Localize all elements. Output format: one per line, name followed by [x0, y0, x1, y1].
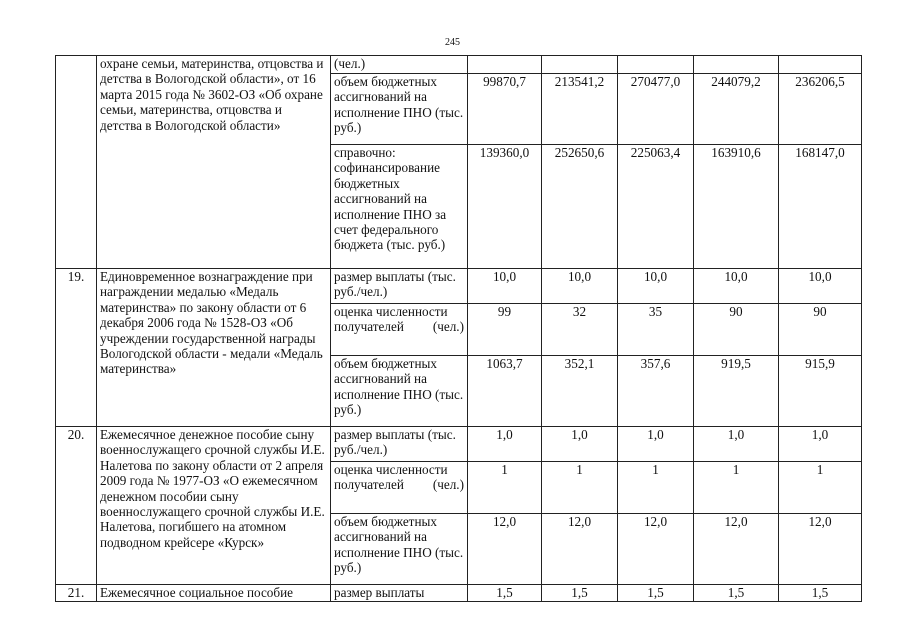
value-cell: 10,0 [694, 269, 779, 304]
value-cell [618, 56, 694, 74]
value-cell: 213541,2 [542, 74, 618, 145]
value-cell: 244079,2 [694, 74, 779, 145]
value-cell: 90 [694, 304, 779, 356]
row-number: 19. [56, 269, 97, 427]
budget-table [55, 55, 862, 602]
indicator-label: справочно: софинансирование бюджетных ассигнований на исполнение ПНО за счет федерального бюджета (тыс. руб.) [331, 145, 468, 269]
value-cell: 1,5 [618, 585, 694, 602]
indicator-label: размер выплаты (тыс. руб./чел.) [331, 269, 468, 304]
value-cell: 1,5 [694, 585, 779, 602]
value-cell: 1,0 [618, 427, 694, 462]
indicator-label: оценка численности получателей (чел.) [331, 462, 468, 514]
value-cell: 919,5 [694, 356, 779, 427]
value-cell: 1 [694, 462, 779, 514]
indicator-label: объем бюджетных ассигнований на исполнение ПНО (тыс. руб.) [331, 74, 468, 145]
value-cell: 163910,6 [694, 145, 779, 269]
benefit-name: Единовременное вознаграждение при награждении медалью «Медаль материнства» по закону области от 6 декабря 2006 года № 1528-ОЗ «Об учреждении государственной награды Вологодской области - медали «Медаль материнства» [97, 269, 331, 427]
benefit-name: Ежемесячное социальное пособие [97, 585, 331, 602]
value-cell [694, 56, 779, 74]
table-row [56, 56, 862, 74]
value-cell: 1,0 [542, 427, 618, 462]
table-row [56, 585, 862, 602]
value-cell: 35 [618, 304, 694, 356]
value-cell: 1 [618, 462, 694, 514]
value-cell: 32 [542, 304, 618, 356]
value-cell: 1,5 [468, 585, 542, 602]
value-cell: 12,0 [694, 514, 779, 585]
benefit-name: охране семьи, материнства, отцовства и детства в Вологодской области», от 16 марта 2015 года № 3602-ОЗ «Об охране семьи, материнства, отцовства и детства в Вологодской области» [97, 56, 331, 269]
value-cell: 12,0 [468, 514, 542, 585]
value-cell: 10,0 [468, 269, 542, 304]
table-row [56, 269, 862, 304]
row-number: 20. [56, 427, 97, 585]
value-cell: 1 [542, 462, 618, 514]
row-number [56, 56, 97, 269]
value-cell: 10,0 [618, 269, 694, 304]
value-cell: 10,0 [779, 269, 862, 304]
indicator-label: (чел.) [331, 56, 468, 74]
value-cell: 270477,0 [618, 74, 694, 145]
table-row [56, 427, 862, 462]
value-cell: 1,5 [542, 585, 618, 602]
value-cell: 99 [468, 304, 542, 356]
value-cell: 10,0 [542, 269, 618, 304]
value-cell [542, 56, 618, 74]
value-cell: 252650,6 [542, 145, 618, 269]
value-cell: 1063,7 [468, 356, 542, 427]
value-cell: 12,0 [779, 514, 862, 585]
value-cell: 225063,4 [618, 145, 694, 269]
value-cell: 139360,0 [468, 145, 542, 269]
value-cell: 1 [468, 462, 542, 514]
indicator-label: размер выплаты (тыс. руб./чел.) [331, 427, 468, 462]
indicator-label: объем бюджетных ассигнований на исполнение ПНО (тыс. руб.) [331, 356, 468, 427]
indicator-label: объем бюджетных ассигнований на исполнение ПНО (тыс. руб.) [331, 514, 468, 585]
value-cell: 90 [779, 304, 862, 356]
indicator-label: размер выплаты [331, 585, 468, 602]
value-cell: 99870,7 [468, 74, 542, 145]
page-number: 245 [445, 37, 460, 48]
value-cell: 1 [779, 462, 862, 514]
value-cell: 915,9 [779, 356, 862, 427]
value-cell: 1,0 [779, 427, 862, 462]
value-cell: 1,5 [779, 585, 862, 602]
value-cell [468, 56, 542, 74]
value-cell: 12,0 [618, 514, 694, 585]
value-cell: 12,0 [542, 514, 618, 585]
indicator-label: оценка численности получателей (чел.) [331, 304, 468, 356]
value-cell: 236206,5 [779, 74, 862, 145]
value-cell: 1,0 [694, 427, 779, 462]
value-cell [779, 56, 862, 74]
value-cell: 352,1 [542, 356, 618, 427]
value-cell: 168147,0 [779, 145, 862, 269]
row-number: 21. [56, 585, 97, 602]
benefit-name: Ежемесячное денежное пособие сыну военнослужащего срочной службы И.Е. Налетова по закону области от 2 апреля 2009 года № 1977-ОЗ «О ежемесячном денежном пособии сыну военнослужащего срочной службы И.Е. Налетова, погибшего на атомном подводном крейсере «Курск» [97, 427, 331, 585]
value-cell: 357,6 [618, 356, 694, 427]
value-cell: 1,0 [468, 427, 542, 462]
